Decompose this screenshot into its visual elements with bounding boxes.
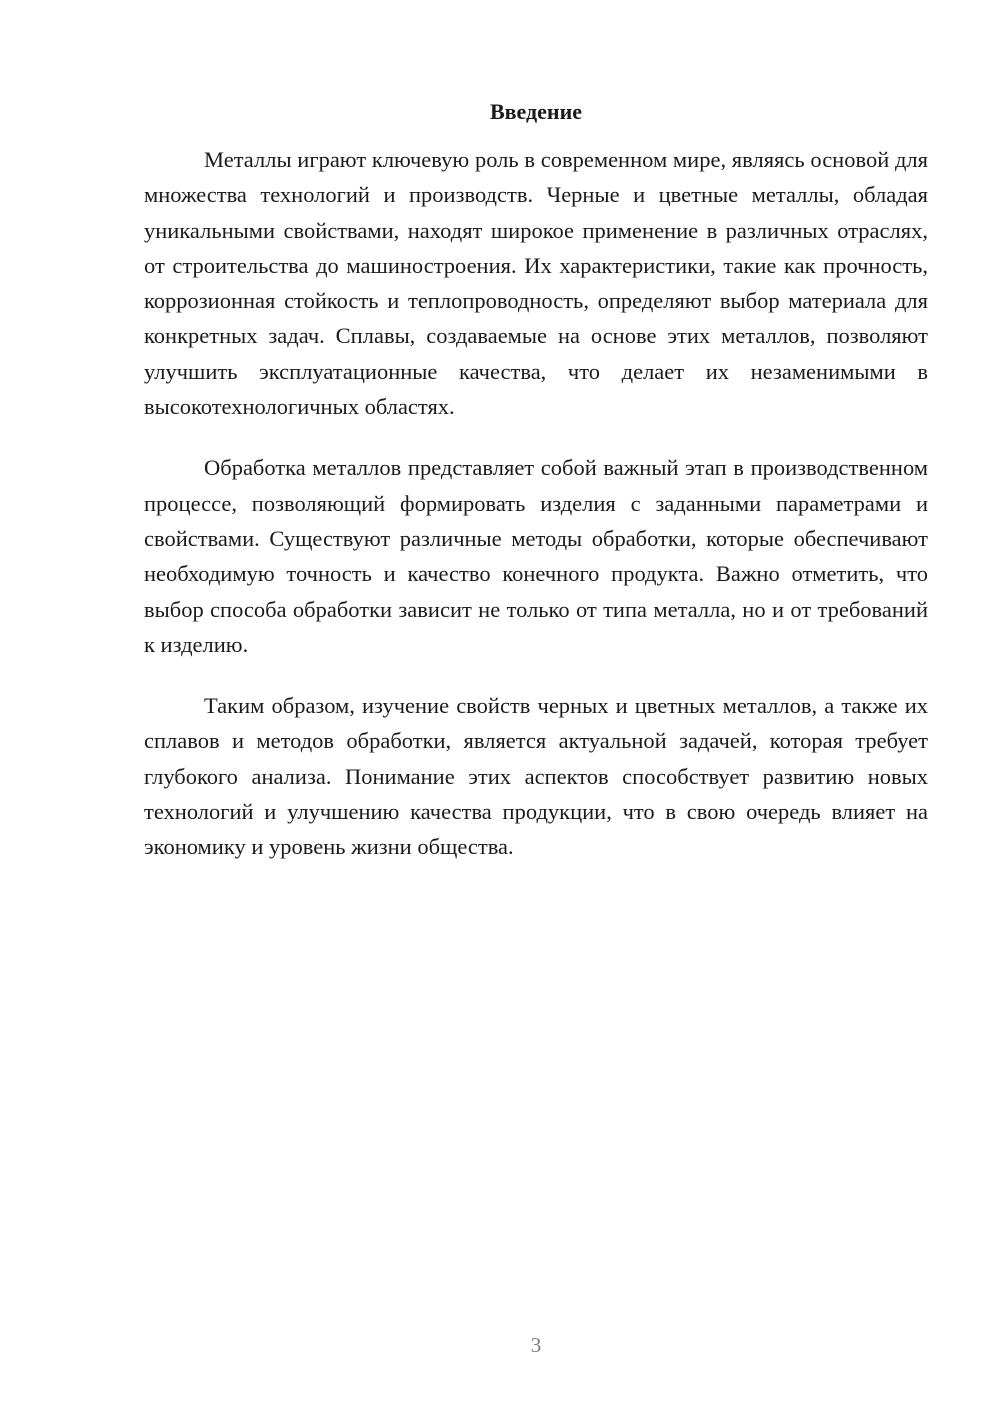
- paragraph-3: Таким образом, изучение свойств черных и цветных металлов, а также их сплавов и методов обработки, является актуальной задачей, которая требует глубокого анализа. Понимание этих аспектов способствует развитию новых технологий и улучшению качества продукции, что в свою очередь влияет на экономику и уровень жизни общества.: [144, 693, 928, 860]
- paragraph-2: Обработка металлов представляет собой важный этап в производственном процессе, позволяющий формировать изделия с заданными параметрами и свойствами. Существуют различные методы обработки, которые обеспечивают необходимую точность и качество конечного продукта. Важно отметить, что выбор способа обработки зависит не только от типа металла, но и от требований к изделию.: [144, 455, 928, 657]
- body-text: [144, 142, 928, 891]
- paragraph-1: Металлы играют ключевую роль в современном мире, являясь основой для множества технологий и производств. Черные и цветные металлы, обладая уникальными свойствами, находят широкое применение в различных отраслях, от строительства до машиностроения. Их характеристики, такие как прочность, коррозионная стойкость и теплопроводность, определяют выбор материала для конкретных задач. Сплавы, создаваемые на основе этих металлов, позволяют улучшить эксплуатационные качества, что делает их незаменимыми в высокотехнологичных областях.: [144, 147, 928, 420]
- page-number: 3: [530, 1333, 542, 1357]
- section-title: Введение: [489, 99, 583, 124]
